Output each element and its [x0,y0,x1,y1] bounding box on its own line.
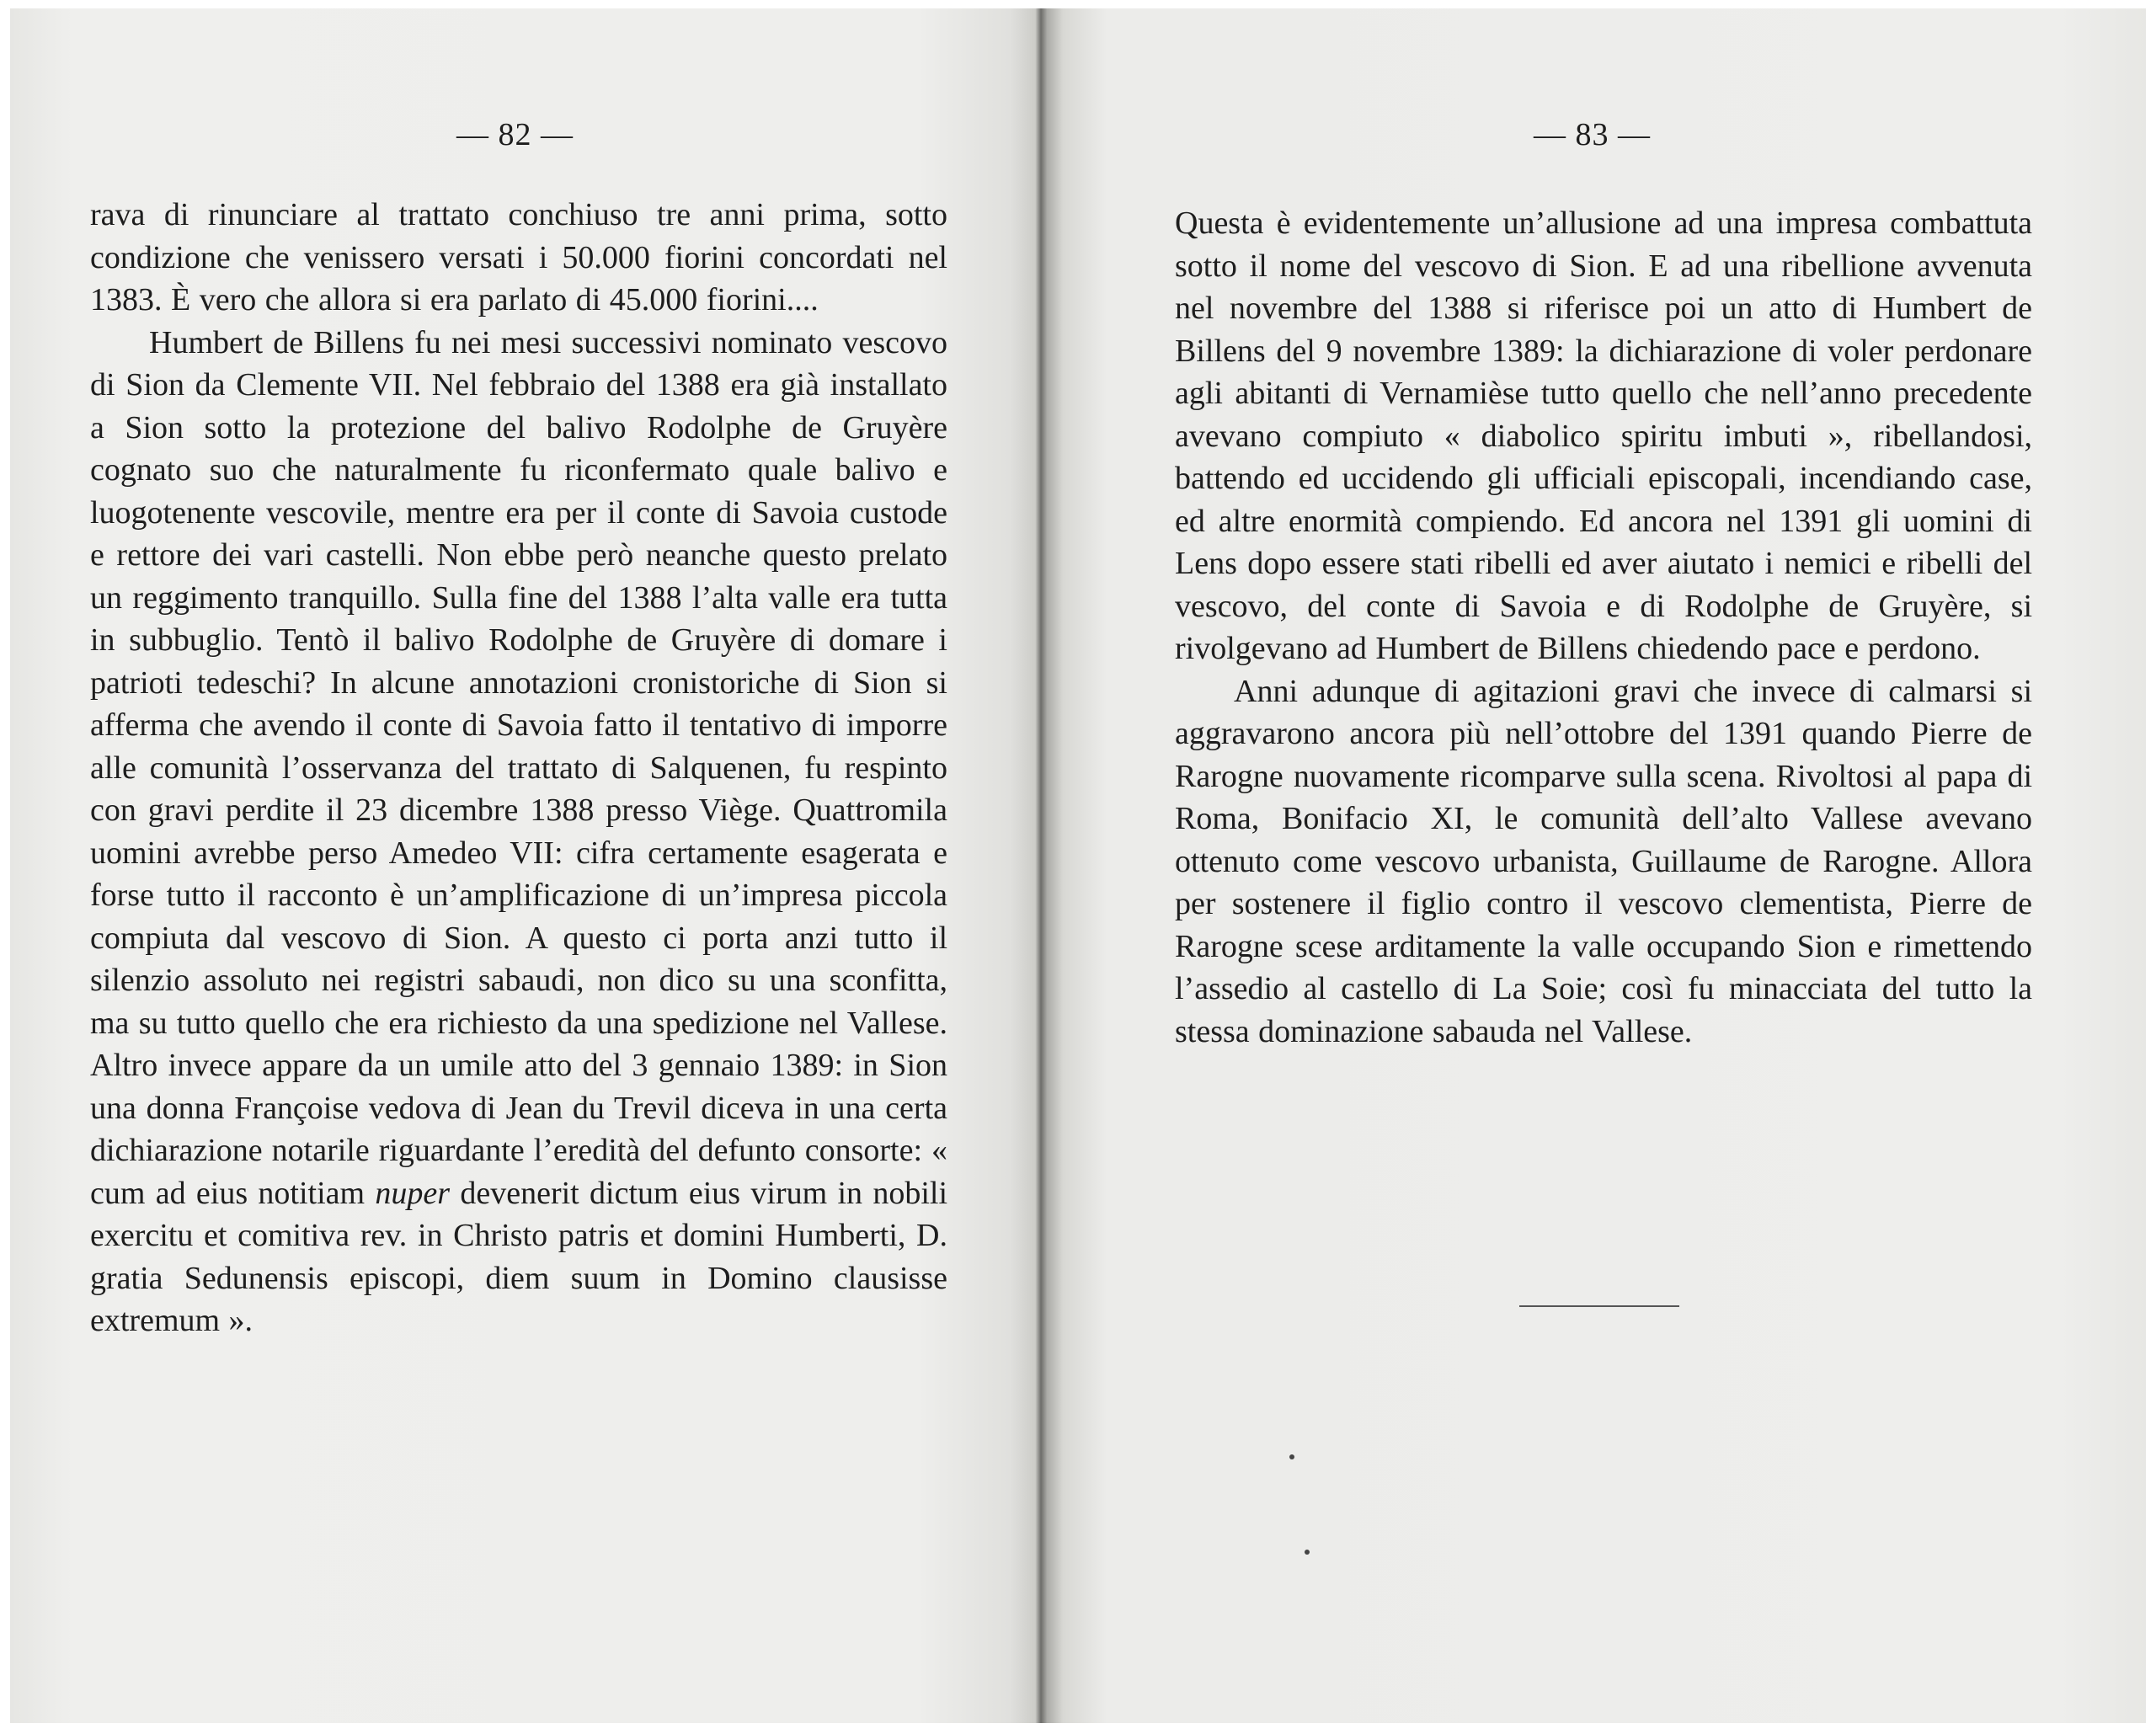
paper-speck [1289,1454,1294,1459]
book-gutter [1035,8,1047,1723]
page-body [1175,202,2032,1053]
left-page [10,8,1041,1723]
paragraph [1175,202,2032,670]
page-number: — 82 — [456,117,574,152]
paragraph-text: Humbert de Billens fu nei mesi successivi nominato vescovo di Sion da Clemente VII. Nel febbraio del 1388 era già installato a Sion sotto la protezione del balivo Rodolphe de Gruyère cognato suo che naturalmente fu riconfermato quale balivo e luogotenente vescovile, mentre era per il conte di Savoia custode e rettore dei vari castelli. Non ebbe però neanche questo prelato un reggimento tranquillo. Sulla fine del 1388 l’alta valle era tutta in subbuglio. Tentò il balivo Rodolphe de Gruyère di domare i patrioti tedeschi? In alcune annotazioni cronistoriche di Sion si afferma che avendo il conte di Savoia fatto il tentativo di imporre alle comunità l’osservanza del trattato di Salquenen, fu respinto con gravi perdite il 23 dicembre 1388 presso Viège. Quattromila uomini avrebbe perso Amedeo VII: cifra certamente esagerata e forse tutto il racconto è un’amplificazione di un’impresa piccola compiuta dal vescovo di Sion. A questo ci porta anzi tutto il silenzio assoluto nei registri sabaudi, non dico su una sconfitta, ma su tutto quello che era richiesto da una spedizione nel Vallese. Altro invece appare da un umile atto del 3 gennaio 1389: in Sion una donna Françoise vedova di Jean du Trevil diceva in una certa dichiarazione notarile riguardante l’eredità del defunto consorte: « cum ad eius notitiam [90,324,947,1211]
paragraph [90,322,947,1342]
right-page [1041,8,2146,1723]
paragraph-text-continued: devenerit dictum eius virum in nobili exercitu et comitiva rev. in Christo patris et domini Humberti, D. gratia Sedunensis episcopi, diem suum in Domino clausisse extremum ». [90,1175,948,1338]
paper-speck [1305,1550,1310,1555]
paragraph [1175,670,2032,1054]
paragraph-text: Questa è evidentemente un’allusione ad una impresa combattuta sotto il nome del vescovo di Sion. E ad una ribellione avvenuta nel novembre del 1388 si riferisce poi un atto di Humbert de Billens del 9 novembre 1389: la dichiarazione di voler perdonare agli abitanti di Vernamièse tutto quello che nell’anno precedente avevano compiuto « diabolico spiritu imbuti », ribellandosi, battendo ed uccidendo gli ufficiali episcopali, incendiando case, ed altre enormità compiendo. Ed ancora nel 1391 gli uomini di Lens dopo essere stati ribelli ed aver aiutato i nemici e ribelli del vescovo, del conte di Savoia e di Rodolphe de Gruyère, si rivolgevano ad Humbert de Billens chiedendo pace e perdono. [1175,205,2032,666]
paragraph [90,194,947,322]
book-spread [10,8,2146,1723]
italic-word: nuper [375,1175,451,1211]
chapter-end-rule [1519,1305,1679,1307]
page-body [90,194,947,1342]
paragraph-text: Anni adunque di agitazioni gravi che invece di calmarsi si aggravarono ancora più nell’ottobre del 1391 quando Pierre de Rarogne nuovamente ricomparve sulla scena. Rivoltosi al papa di Roma, Bonifacio XI, le comunità dell’alto Vallese avevano ottenuto come vescovo urbanista, Guillaume de Rarogne. Allora per sostenere il figlio contro il vescovo clementista, Pierre de Rarogne scese arditamente la valle occupando Sion e rimettendo l’assedio al castello di La Soie; così fu minacciata del tutto la stessa dominazione sabauda nel Vallese. [1175,673,2032,1049]
page-number: — 83 — [1534,117,1651,152]
paragraph-text: rava di rinunciare al trattato conchiuso tre anni prima, sotto condizione che venissero versati i 50.000 fiorini concordati nel 1383. È vero che allora si era parlato di 45.000 fiorini.... [90,197,947,317]
